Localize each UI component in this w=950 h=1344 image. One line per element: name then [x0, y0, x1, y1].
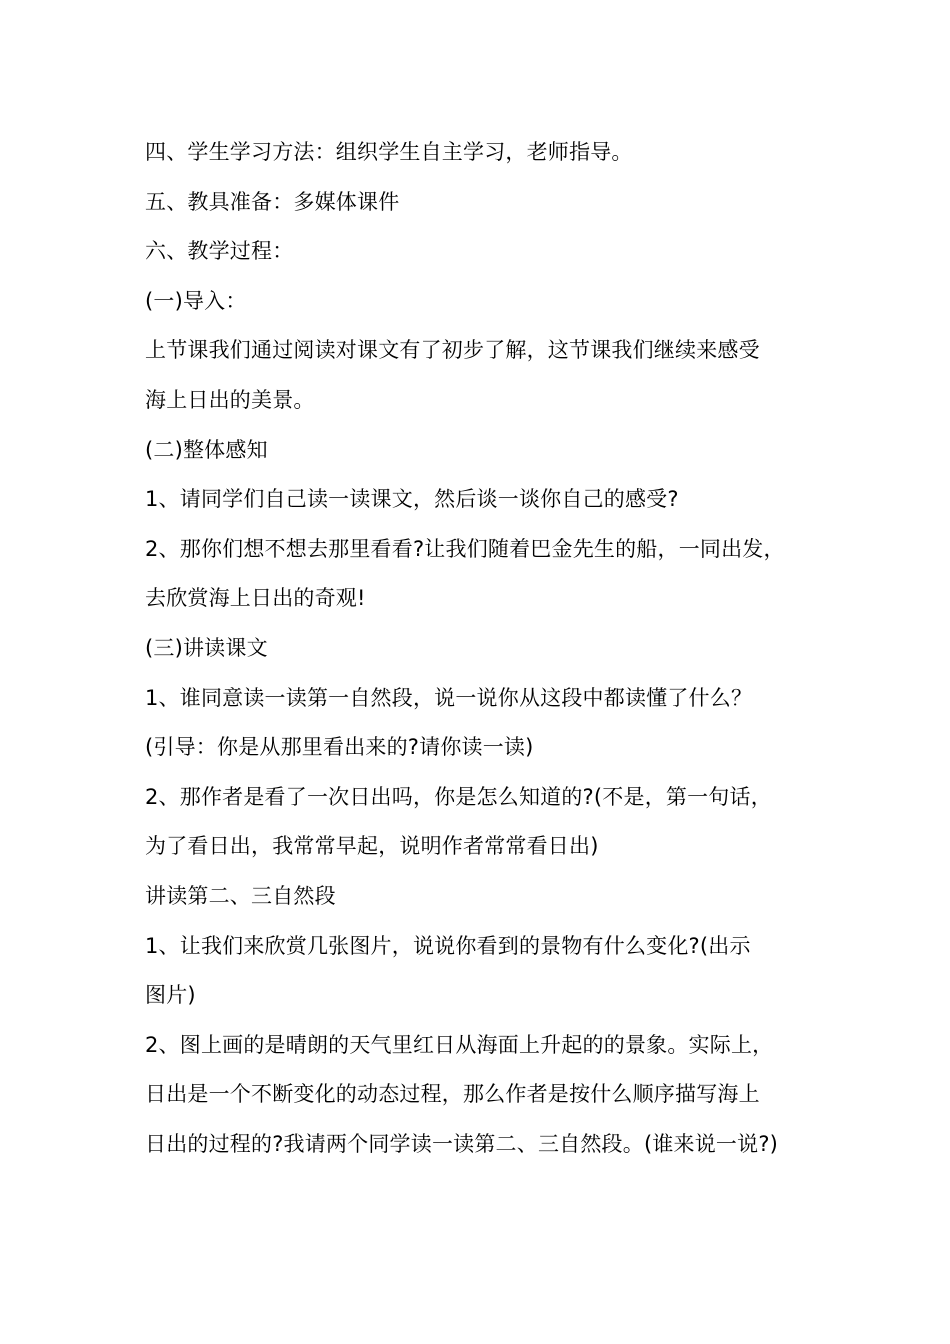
- text-line: 2、那你们想不想去那里看看?让我们随着巴金先生的船，一同出发，: [145, 536, 785, 561]
- text-line: (三)讲读课文: [145, 635, 268, 660]
- text-line: (一)导入：: [145, 288, 247, 313]
- text-line: 2、那作者是看了一次日出吗，你是怎么知道的?(不是，第一句话，: [145, 784, 772, 809]
- text-line: 四、学生学习方法：组织学生自主学习，老师指导。: [145, 140, 633, 164]
- text-line: 讲读第二、三自然段: [145, 883, 336, 908]
- text-line: 图片): [145, 983, 196, 1008]
- text-line: (引导：你是从那里看出来的?请你读一读): [145, 735, 534, 760]
- text-line: 2、图上画的是晴朗的天气里红日从海面上升起的的景象。实际上，: [145, 1032, 774, 1057]
- text-line: 日出的过程的?我请两个同学读一读第二、三自然段。(谁来说一说?): [145, 1131, 779, 1156]
- text-line: 1、谁同意读一读第一自然段，说一说你从这段中都读懂了什么？: [145, 685, 753, 710]
- text-line: 去欣赏海上日出的奇观!: [145, 586, 366, 611]
- text-line: (二)整体感知: [145, 437, 268, 462]
- text-line: 1、让我们来欣赏几张图片，说说你看到的景物有什么变化?(出示: [145, 933, 751, 958]
- text-line: 六、教学过程：: [145, 239, 294, 264]
- document-body: [145, 128, 835, 1169]
- text-line: 五、教具准备：多媒体课件: [145, 189, 400, 214]
- text-line: 海上日出的美景。: [145, 387, 315, 412]
- text-line: 日出是一个不断变化的动态过程，那么作者是按什么顺序描写海上: [145, 1082, 760, 1107]
- text-line: 上节课我们通过阅读对课文有了初步了解，这节课我们继续来感受: [145, 338, 760, 363]
- text-line: 为了看日出，我常常早起，说明作者常常看日出): [145, 834, 599, 859]
- text-line: 1、请同学们自己读一读课文，然后谈一谈你自己的感受?: [145, 487, 679, 512]
